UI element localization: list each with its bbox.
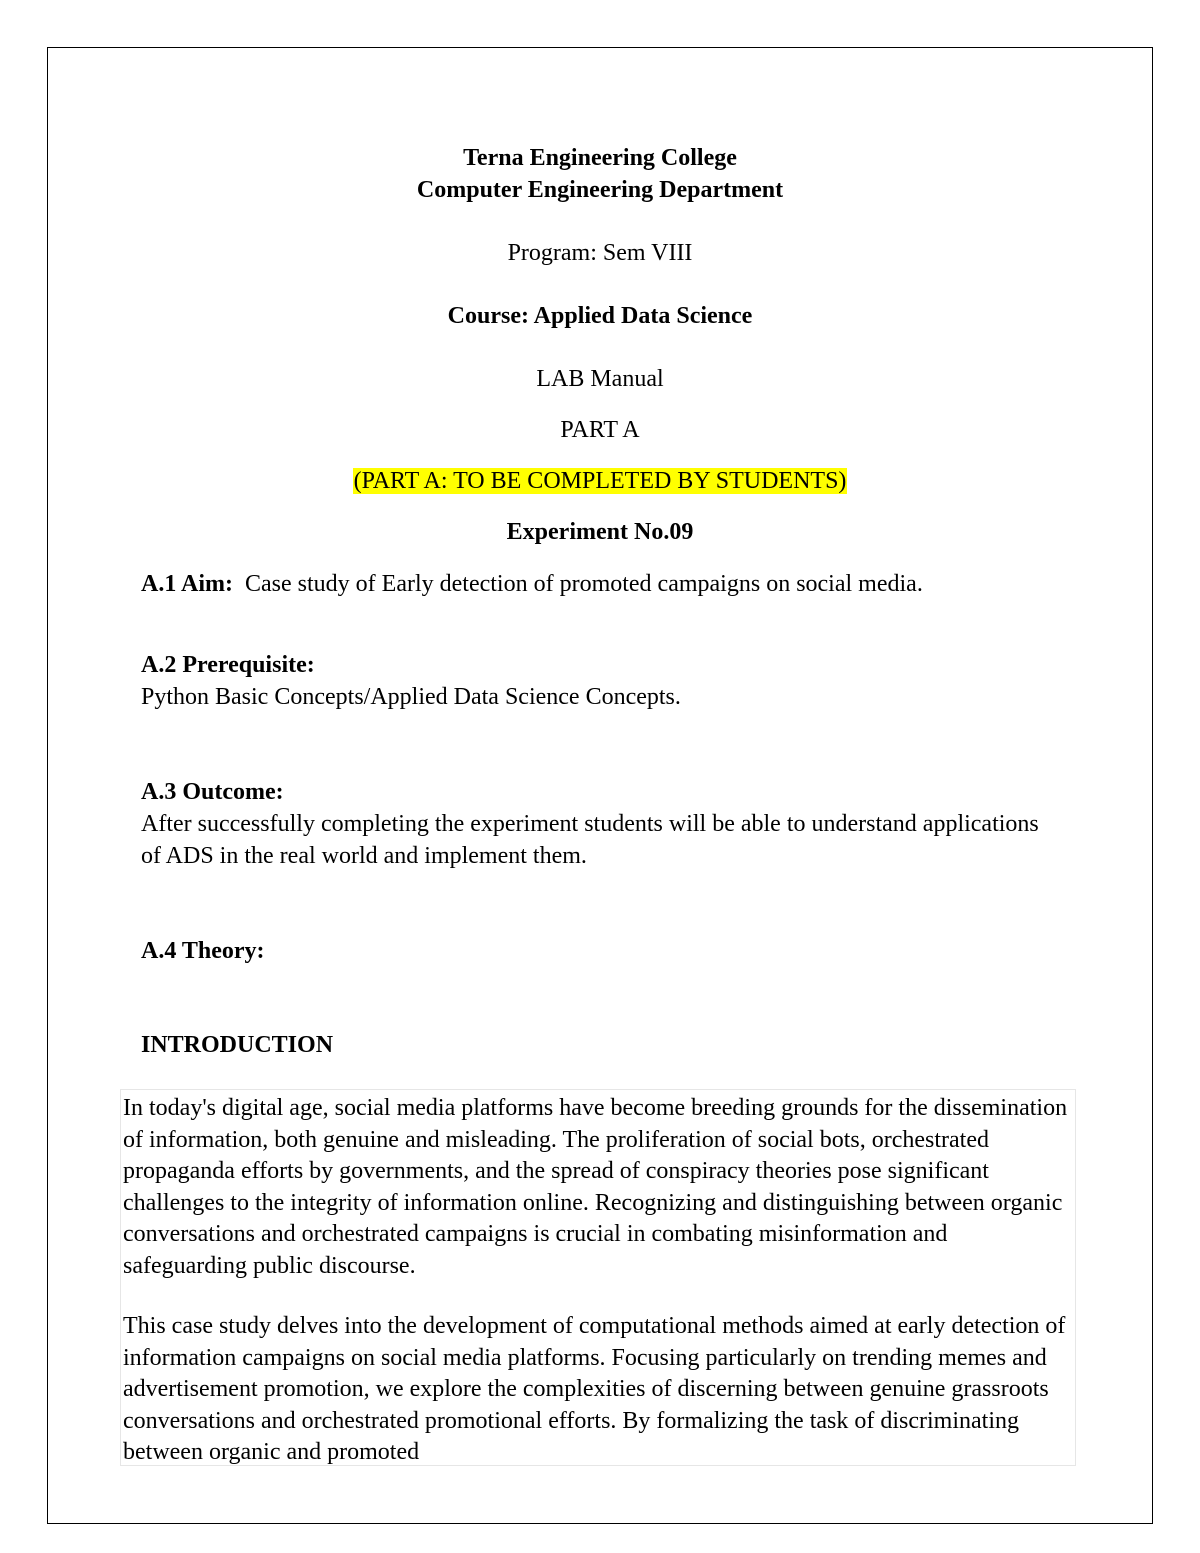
- part-note-line: [0, 465, 1200, 497]
- outcome-section: [141, 776, 1061, 872]
- outcome-text: After successfully completing the experiment students will be able to understand applications of ADS in the real world and implement them.: [141, 811, 1039, 869]
- prerequisite-section: [141, 649, 1061, 713]
- program-line: Program: Sem VIII: [507, 240, 693, 266]
- prerequisite-label: A.2 Prerequisite:: [141, 652, 315, 678]
- introduction-paragraph-2: This case study delves into the development of computational methods aimed at early detection of information campaigns on social media platforms. Focusing particularly on trending memes and advertisement promotion, we explore the complexities of discerning between genuine grassroots conversations and orchestrated promotional efforts. By formalizing the task of discriminating between organic and promoted: [123, 1313, 1066, 1465]
- aim-label: A.1 Aim:: [141, 571, 233, 597]
- aim-text: Case study of Early detection of promoted campaigns on social media.: [245, 571, 923, 597]
- course-line: Course: Applied Data Science: [447, 303, 753, 329]
- theory-label: A.4 Theory:: [141, 938, 265, 964]
- introduction-paragraph-1: In today's digital age, social media platforms have become breeding grounds for the dissemination of information, both genuine and misleading. The proliferation of social bots, orchestrated propaganda efforts by governments, and the spread of conspiracy theories pose significant challenges to the integrity of information online. Recognizing and distinguishing between organic conversations and orchestrated campaigns is crucial in combating misinformation and safeguarding public discourse.: [123, 1095, 1068, 1279]
- manual-line: LAB Manual: [536, 366, 664, 392]
- part-line: PART A: [560, 417, 640, 443]
- prerequisite-text: Python Basic Concepts/Applied Data Science Concepts.: [141, 684, 681, 710]
- college-name: Terna Engineering College: [463, 145, 737, 171]
- part-note-highlight: (PART A: TO BE COMPLETED BY STUDENTS): [353, 468, 847, 494]
- introduction-heading: INTRODUCTION: [141, 1032, 334, 1058]
- department-name: Computer Engineering Department: [416, 177, 784, 203]
- experiment-number: Experiment No.09: [506, 519, 694, 545]
- outcome-label: A.3 Outcome:: [141, 779, 284, 805]
- introduction-text-box: [120, 1089, 1076, 1466]
- aim-section: [141, 568, 961, 600]
